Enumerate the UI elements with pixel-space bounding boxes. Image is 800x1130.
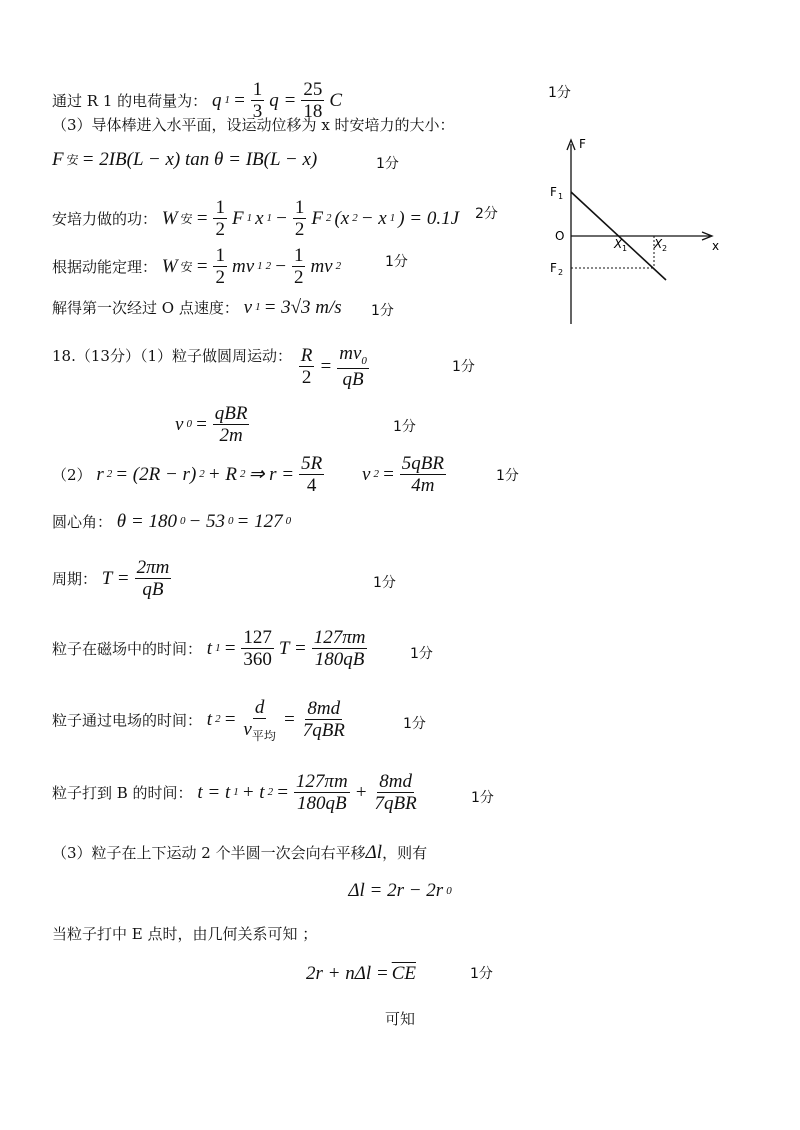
t2-line [52, 698, 349, 742]
f1-label: F [550, 185, 557, 199]
v0-line [175, 404, 251, 445]
t1-label: 粒子在磁场中的时间： [52, 640, 203, 658]
delta-l-line [0, 880, 800, 902]
e-point-text: 当粒子打中 E 点时，由几何关系可知 ； [52, 925, 318, 943]
t-line [52, 772, 421, 813]
delta-l-symbol: Δl [365, 842, 383, 863]
part2-label: （2） [52, 466, 92, 484]
speed-formula: v 1 = 3√3 m/s [243, 297, 342, 318]
charge-label: 通过 R 1 的电荷量为： [52, 92, 208, 110]
angle-formula: θ = 180 0 − 53 0 = 127 0 [116, 511, 292, 532]
f2-label: F [550, 261, 557, 275]
circular-motion-formula: $\frac{R}{2}$ = $\frac{mv_0}{qB}$ [300, 343, 367, 390]
score: 1分 [393, 419, 416, 435]
q18-line [52, 344, 371, 389]
score: 1分 [410, 646, 433, 662]
t2-label: 粒子通过电场的时间： [52, 711, 203, 730]
period-formula: T = $\frac{2\pi m}{qB}$ [101, 557, 170, 600]
ampere-force-line [52, 150, 317, 169]
x1-label: X [614, 237, 623, 251]
ampere-force-formula: F 安 = 2IB(L − x) tan θ = IB(L − x) [52, 149, 318, 170]
score: 1分 [403, 716, 426, 732]
score: 2分 [475, 206, 498, 222]
force-displacement-graph [536, 134, 736, 334]
v0-formula: v 0 = $\frac{\text{qBR}}{2m}$ [175, 403, 248, 446]
speed-line [52, 298, 342, 317]
axis-x-label: x [712, 239, 720, 253]
score: 1分 [471, 790, 494, 806]
f2-sub: 2 [558, 268, 564, 277]
work-formula: W 安 = $\frac{1}{2}$ F 1 x 1 − $\frac{1}{2}$ F 2 (x 2 − x 1 ) = 0.1J [161, 197, 460, 240]
work-line [52, 198, 459, 239]
work-label: 安培力做的功： [52, 210, 158, 228]
score: 1分 [376, 156, 399, 172]
q18-label: 18.（13分）（1）粒子做圆周运动： [52, 346, 292, 365]
t-formula: t = t 1 + t 2 = $\frac{127\pi m}{180qB}$ + $\frac{8md}{\text{7qBR}}$ [197, 771, 417, 814]
origin-label: O [555, 229, 565, 243]
part2-line [52, 454, 326, 495]
x2-sub: 2 [662, 244, 668, 253]
v2-formula: v 2 = $\frac{\text{5qBR}}{4m}$ [362, 453, 444, 496]
t-label: 粒子打到 B 的时间： [52, 784, 193, 802]
x1-sub: 1 [622, 244, 628, 253]
kezhi-text: 可知 [384, 1010, 415, 1028]
period-label: 周期： [52, 570, 98, 588]
score: 1分 [496, 468, 519, 484]
score: 1分 [548, 85, 571, 101]
t1-formula: t 1 = $\frac{127}{360}$ T = $\frac{127\pi m}{180qB}$ [206, 627, 366, 670]
axis-f-label: F [579, 137, 586, 151]
delta-l-formula: Δl = 2r − 2r 0 [348, 880, 452, 901]
speed-label: 解得第一次经过 O 点速度： [52, 299, 239, 317]
t1-line [52, 628, 369, 669]
part3-intro: （3）导体棒进入水平面，设运动位移为 x 时安培力的大小： [52, 116, 455, 134]
score: 1分 [470, 966, 493, 982]
period-line [52, 558, 173, 599]
energy-line [52, 246, 341, 287]
charge-line [52, 80, 342, 121]
score: 1分 [452, 359, 475, 375]
part3-line [52, 843, 427, 862]
part3-text2: ，则有 [382, 844, 428, 862]
energy-formula: W 安 = $\frac{1}{2}$ mv 1 2 − $\frac{1}{2}$ mv 2 [161, 245, 342, 288]
angle-line [52, 512, 291, 531]
v2-line [362, 454, 448, 495]
ce-line [306, 964, 416, 983]
ce-formula: 2r + nΔl = $\overline{CE}$ [306, 963, 416, 984]
score: 1分 [373, 575, 396, 591]
score: 1分 [371, 303, 394, 319]
x2-label: X [654, 237, 663, 251]
score: 1分 [385, 254, 408, 270]
charge-formula: q 1 = $\frac{1}{3}$ q = $\frac{25}{18}$ C [211, 79, 343, 122]
angle-label: 圆心角： [52, 513, 113, 531]
f1-sub: 1 [558, 192, 564, 201]
part3-text: （3）粒子在上下运动 2 个半圆一次会向右平移 [52, 844, 366, 862]
t2-formula: t 2 = $\frac{d}{v_{平均}}$ = $\frac{8md}{\text{7qBR}}$ [206, 697, 345, 743]
energy-label: 根据动能定理： [52, 258, 158, 276]
radius-formula: r 2 = (2R − r) 2 + R 2 ⇒ r = $\frac{5R}{4}$ [96, 453, 323, 496]
